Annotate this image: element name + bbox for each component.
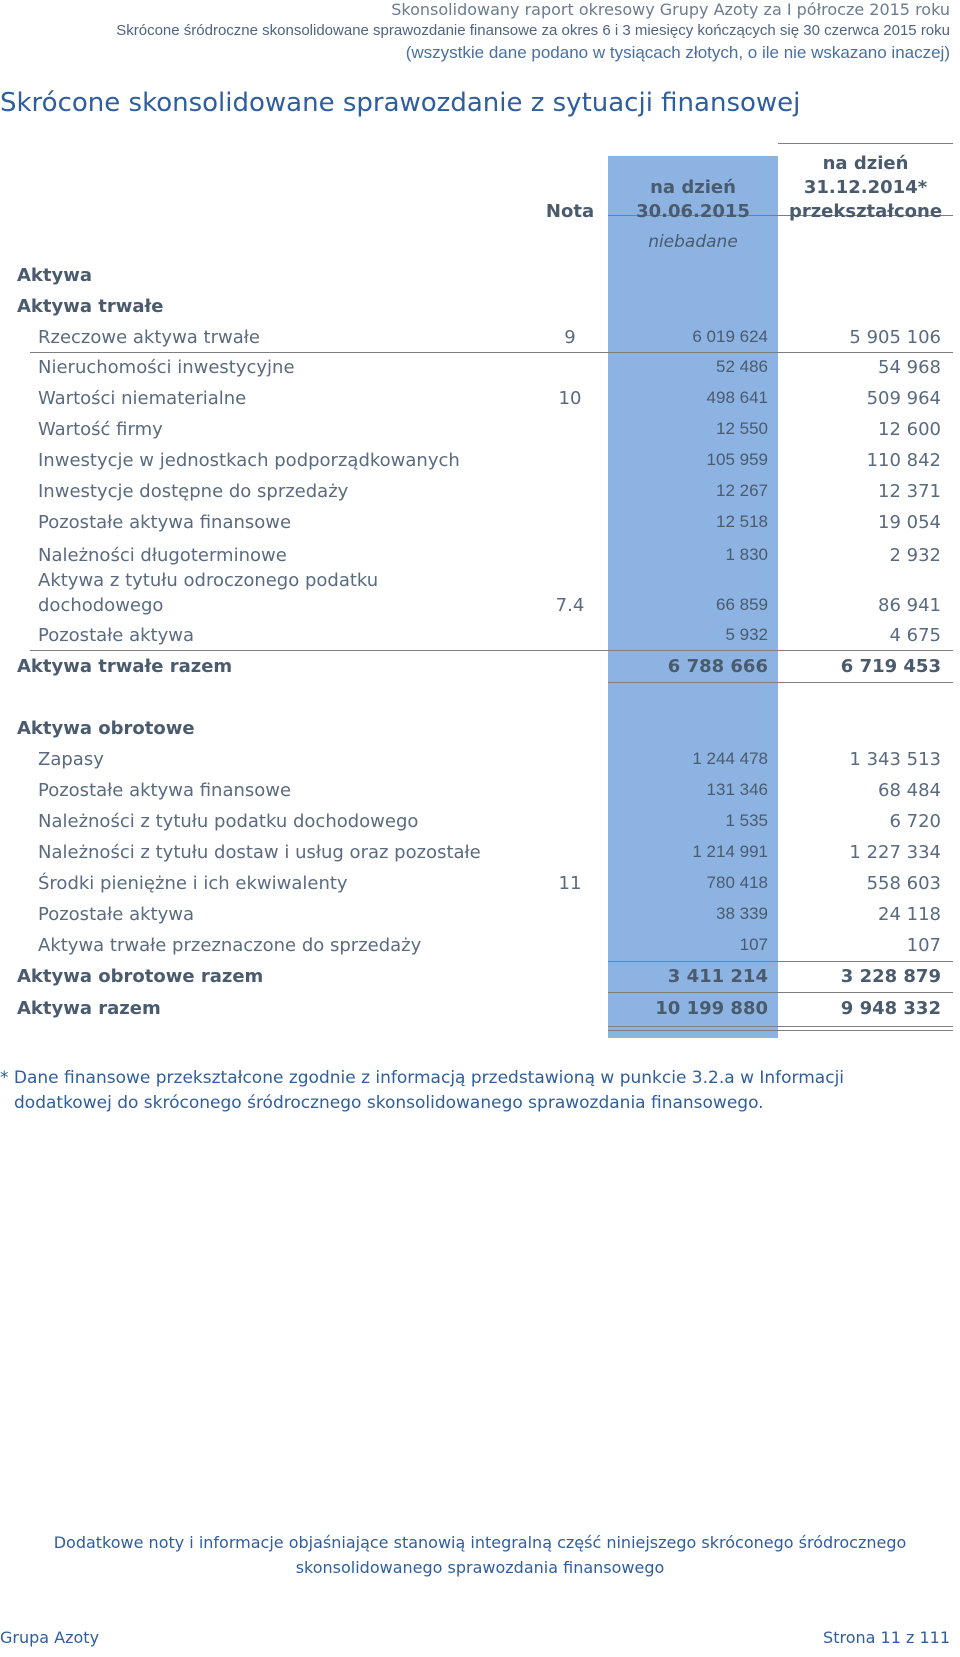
row-label: Wartości niematerialne bbox=[38, 388, 247, 409]
row-label: Wartość firmy bbox=[38, 419, 163, 440]
row-value-previous: 6 719 453 bbox=[840, 656, 941, 677]
table-row bbox=[0, 419, 960, 447]
row-label: Aktywa obrotowe razem bbox=[17, 966, 264, 987]
table-row bbox=[0, 512, 960, 540]
row-label: Rzeczowe aktywa trwałe bbox=[38, 327, 260, 348]
row-value-previous: 5 905 106 bbox=[849, 327, 941, 348]
row-nota: 10 bbox=[558, 388, 582, 409]
report-header-subtitle: Skrócone śródroczne skonsolidowane sprawozdanie finansowe za okres 6 i 3 miesięcy kończących się 30 czerwca 2015 roku bbox=[116, 22, 950, 39]
row-value-previous: 86 941 bbox=[878, 595, 941, 616]
row-value-previous: 12 371 bbox=[878, 481, 941, 502]
row-label: Pozostałe aktywa bbox=[38, 625, 194, 646]
footer-company: Grupa Azoty bbox=[0, 1628, 100, 1647]
table-row bbox=[0, 935, 960, 963]
row-value-previous: 12 600 bbox=[878, 419, 941, 440]
table-row bbox=[0, 388, 960, 416]
row-value-previous: 509 964 bbox=[866, 388, 941, 409]
row-nota: 7.4 bbox=[555, 595, 585, 616]
row-label: Aktywa razem bbox=[17, 998, 161, 1019]
header-top-rule bbox=[778, 143, 953, 144]
row-value-previous: 19 054 bbox=[878, 512, 941, 533]
column-header-current-date: 30.06.2015 bbox=[636, 201, 750, 222]
row-label: Inwestycje dostępne do sprzedaży bbox=[38, 481, 349, 502]
row-value-previous: 6 720 bbox=[889, 811, 941, 832]
row-divider bbox=[30, 650, 953, 651]
row-label: Pozostałe aktywa finansowe bbox=[38, 780, 292, 801]
section-aktywa: Aktywa bbox=[17, 265, 93, 286]
column-header-nota-label: Nota bbox=[545, 201, 595, 222]
restatement-footnote bbox=[0, 1066, 958, 1116]
section-aktywa-obrotowe: Aktywa obrotowe bbox=[17, 718, 195, 739]
page-title: Skrócone skonsolidowane sprawozdanie z sytuacji finansowej bbox=[0, 88, 801, 118]
footnote-line1: * Dane finansowe przekształcone zgodnie z informacją przedstawioną w punkcie 3.2.a w Informacji bbox=[0, 1068, 845, 1088]
row-value-current: 12 550 bbox=[716, 419, 768, 438]
column-header-previous-line1: na dzień bbox=[822, 153, 909, 174]
section-aktywa-trwale: Aktywa trwałe bbox=[17, 296, 164, 317]
row-value-current: 6 019 624 bbox=[692, 327, 768, 346]
row-value-previous: 107 bbox=[906, 935, 941, 956]
table-row bbox=[0, 570, 960, 620]
row-divider bbox=[30, 352, 953, 353]
row-value-current: 1 214 991 bbox=[692, 842, 768, 861]
row-value-previous: 558 603 bbox=[866, 873, 941, 894]
row-value-previous: 1 343 513 bbox=[849, 749, 941, 770]
row-label: Zapasy bbox=[38, 749, 104, 770]
row-value-previous: 68 484 bbox=[878, 780, 941, 801]
row-label-line1: Aktywa z tytułu odroczonego podatku bbox=[38, 570, 379, 591]
row-value-current: 66 859 bbox=[716, 595, 768, 614]
row-value-current: 38 339 bbox=[716, 904, 768, 923]
footer-page-number: Strona 11 z 111 bbox=[823, 1628, 950, 1647]
report-header-title: Skonsolidowany raport okresowy Grupy Azoty za I półrocze 2015 roku bbox=[391, 0, 950, 19]
grand-total-double-rule bbox=[608, 1026, 953, 1031]
table-row bbox=[0, 749, 960, 777]
row-value-previous: 1 227 334 bbox=[849, 842, 941, 863]
row-label: Aktywa trwałe przeznaczone do sprzedaży bbox=[38, 935, 422, 956]
table-row bbox=[0, 450, 960, 478]
table-row-total bbox=[0, 966, 960, 994]
row-label-line2: dochodowego bbox=[38, 595, 164, 616]
row-value-current: 3 411 214 bbox=[667, 966, 768, 987]
row-value-current: 107 bbox=[739, 935, 768, 954]
table-row bbox=[0, 357, 960, 385]
row-value-current: 1 830 bbox=[725, 545, 768, 564]
row-value-current: 52 486 bbox=[716, 357, 768, 376]
row-label: Należności z tytułu dostaw i usług oraz pozostałe bbox=[38, 842, 481, 863]
row-label: Inwestycje w jednostkach podporządkowanych bbox=[38, 450, 460, 471]
row-value-current: 1 535 bbox=[725, 811, 768, 830]
row-nota: 11 bbox=[558, 873, 582, 894]
report-header-units-note: (wszystkie dane podano w tysiącach złotych, o ile nie wskazano inaczej) bbox=[405, 43, 950, 62]
table-row bbox=[0, 873, 960, 901]
row-value-previous: 24 118 bbox=[878, 904, 941, 925]
row-value-current: 105 959 bbox=[706, 450, 768, 469]
row-label: Nieruchomości inwestycyjne bbox=[38, 357, 295, 378]
row-label: Pozostałe aktywa finansowe bbox=[38, 512, 292, 533]
table-row bbox=[0, 481, 960, 509]
row-value-current: 6 788 666 bbox=[667, 656, 768, 677]
integral-part-note bbox=[0, 1530, 960, 1580]
table-row-grand-total bbox=[0, 998, 960, 1026]
row-value-current: 5 932 bbox=[725, 625, 768, 644]
total-rule bbox=[608, 682, 953, 683]
table-row-total bbox=[0, 656, 960, 684]
column-header-nota bbox=[540, 200, 600, 224]
table-row bbox=[0, 780, 960, 808]
row-nota: 9 bbox=[564, 327, 576, 348]
row-label: Pozostałe aktywa bbox=[38, 904, 194, 925]
integral-part-note-line2: skonsolidowanego sprawozdania finansowego bbox=[295, 1558, 665, 1577]
row-value-previous: 4 675 bbox=[889, 625, 941, 646]
row-value-previous: 110 842 bbox=[866, 450, 941, 471]
row-value-current: 12 518 bbox=[716, 512, 768, 531]
column-header-previous-date: 31.12.2014* bbox=[803, 177, 928, 198]
row-divider bbox=[608, 961, 953, 962]
footnote-line2: dodatkowej do skróconego śródrocznego skonsolidowanego sprawozdania finansowego. bbox=[14, 1093, 764, 1113]
row-label: Środki pieniężne i ich ekwiwalenty bbox=[38, 873, 348, 894]
integral-part-note-line1: Dodatkowe noty i informacje objaśniające stanowią integralną część niniejszego skróconego śródrocznego bbox=[53, 1533, 907, 1552]
row-value-current: 131 346 bbox=[706, 780, 768, 799]
row-value-previous: 54 968 bbox=[878, 357, 941, 378]
row-value-current: 498 641 bbox=[706, 388, 768, 407]
column-header-current-line1: na dzień bbox=[650, 177, 736, 198]
row-label: Należności długoterminowe bbox=[38, 545, 287, 566]
table-row bbox=[0, 625, 960, 653]
row-label: Należności z tytułu podatku dochodowego bbox=[38, 811, 419, 832]
column-header-previous bbox=[778, 152, 953, 224]
column-header-unaudited: niebadane bbox=[648, 232, 738, 252]
row-value-previous: 9 948 332 bbox=[840, 998, 941, 1019]
row-label: Aktywa trwałe razem bbox=[17, 656, 233, 677]
row-value-current: 1 244 478 bbox=[692, 749, 768, 768]
table-row bbox=[0, 811, 960, 839]
column-header-current bbox=[608, 176, 778, 224]
row-value-current: 780 418 bbox=[706, 873, 768, 892]
row-value-current: 12 267 bbox=[716, 481, 768, 500]
column-header-previous-restated: przekształcone bbox=[788, 201, 943, 222]
row-value-previous: 2 932 bbox=[889, 545, 941, 566]
table-row bbox=[0, 545, 960, 573]
table-row bbox=[0, 327, 960, 355]
row-value-current: 10 199 880 bbox=[655, 998, 768, 1019]
table-row bbox=[0, 842, 960, 870]
table-row bbox=[0, 904, 960, 932]
row-value-previous: 3 228 879 bbox=[840, 966, 941, 987]
total-rule bbox=[608, 992, 953, 993]
